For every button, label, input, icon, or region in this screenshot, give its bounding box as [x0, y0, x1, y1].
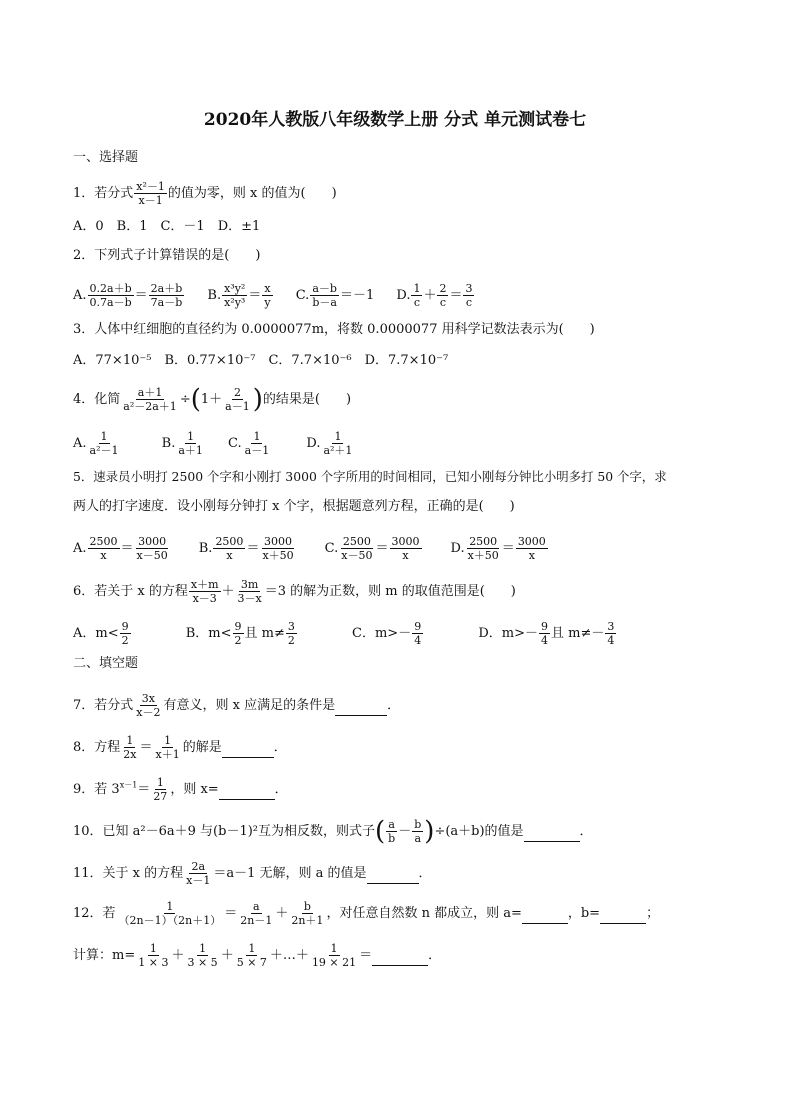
- q11-suffix: ＝a－1 无解，则 a 的值是: [213, 866, 367, 881]
- fraction: [390, 535, 422, 562]
- q7-prefix: 7．若分式: [73, 698, 134, 713]
- question-5-line-1: 5．速录员小明打 2500 个字和小刚打 3000 个字所用的时间相同，已知小刚每分钟比小明多打 50 个字，求: [73, 469, 667, 484]
- numerator: 3000: [517, 535, 546, 548]
- denominator: （2n－1）（2n＋1）: [118, 914, 222, 927]
- q3-options: A．77×10⁻⁵ B．0.77×10⁻⁷ C．7.7×10⁻⁶ D．7.7×10⁻⁷: [73, 353, 449, 368]
- numerator: 2500: [342, 535, 371, 548]
- answer-blank[interactable]: [219, 781, 275, 800]
- fraction: [154, 734, 182, 761]
- denominator: x－1: [138, 194, 163, 207]
- option-label: D.: [396, 288, 411, 303]
- q8-end: ．: [273, 740, 287, 755]
- denominator: x－50: [136, 549, 168, 562]
- numerator: 2: [233, 386, 241, 399]
- option-text: ＝－1: [339, 288, 375, 303]
- numerator: 3000: [138, 535, 167, 548]
- fraction: [463, 282, 474, 309]
- q12-suffix: ，对任意自然数 n 都成立，则 a=: [326, 906, 522, 921]
- numerator: 3m: [240, 578, 259, 591]
- denominator: a: [414, 832, 422, 845]
- option-label: C.: [228, 436, 242, 451]
- fraction: [235, 942, 269, 969]
- fraction: [243, 430, 272, 457]
- denominator: x－50: [341, 549, 373, 562]
- option-text: B．m<: [185, 626, 232, 641]
- question-9: [73, 776, 288, 803]
- denominator: 4: [414, 634, 422, 647]
- fraction: [605, 620, 616, 647]
- fraction: [260, 535, 295, 562]
- q6-option-d: [478, 620, 617, 647]
- option-label: B.: [198, 541, 213, 556]
- section-choice: 一、选择题: [73, 150, 139, 165]
- denominator: a²－1: [89, 444, 119, 457]
- fraction: [176, 430, 205, 457]
- denominator: 0.7a－b: [89, 296, 132, 309]
- q4-option-c: [228, 430, 272, 457]
- q12-mid: ，b=: [567, 906, 601, 921]
- ellipsis: ＋…＋: [269, 948, 309, 963]
- fraction: [286, 620, 297, 647]
- numerator: 9: [234, 620, 242, 633]
- denominator: 27: [153, 790, 168, 803]
- denominator: x: [402, 549, 409, 562]
- numerator: x³y²: [224, 282, 246, 295]
- denominator: 1 × 3: [138, 956, 169, 969]
- fraction: [134, 692, 162, 719]
- question-3: 3．人体中红细胞的直径约为 0.0000077m，将数 0.0000077 用科学记数法表示为( ): [73, 322, 595, 337]
- numerator: 2a＋b: [150, 282, 183, 295]
- question-8: 8．方程 $\frac{1}{2x}$ ＝ $\frac{1}{x+1}$ 的解是 ．: [73, 734, 287, 761]
- denominator: 2: [234, 634, 242, 647]
- denominator: 7a－b: [150, 296, 183, 309]
- option-label: C.: [324, 541, 339, 556]
- denominator: b－a: [312, 296, 337, 309]
- numerator: 3: [287, 620, 295, 633]
- fraction: [236, 578, 264, 605]
- fraction: [88, 282, 134, 309]
- numerator: 1: [126, 734, 134, 747]
- q2-option-c: [296, 282, 375, 309]
- option-label: B.: [161, 436, 176, 451]
- denominator: a²＋1: [323, 444, 353, 457]
- question-4: [73, 386, 351, 413]
- q11-end: ．: [418, 866, 432, 881]
- denominator: x: [100, 549, 107, 562]
- denominator: 5 × 7: [236, 956, 267, 969]
- fraction: [262, 282, 272, 309]
- option-label: D.: [306, 436, 321, 451]
- q5-option: D. $\frac{2500}{x+50}$ ＝ $\frac{3000}{x}$: [450, 535, 546, 562]
- numerator: 3: [607, 620, 615, 633]
- fraction: [516, 535, 548, 562]
- numerator: 0.2a＋b: [89, 282, 132, 295]
- denominator: 4: [607, 634, 615, 647]
- option-label: A.: [73, 541, 87, 556]
- numerator: b: [414, 818, 422, 831]
- q5-option: C. $\frac{2500}{x-50}$ ＝ $\frac{3000}{x}$: [324, 535, 420, 562]
- left-paren: (: [375, 816, 386, 847]
- numerator: b: [303, 900, 311, 913]
- numerator: 9: [541, 620, 548, 633]
- denominator: 4: [541, 634, 548, 647]
- equals-sign: ＝: [137, 782, 151, 797]
- fraction: [120, 620, 131, 647]
- fraction: [289, 900, 325, 927]
- denominator: b: [388, 832, 396, 845]
- answer-blank[interactable]: [367, 865, 419, 884]
- question-7: [73, 692, 400, 719]
- numerator: 1: [156, 776, 164, 789]
- fraction: [117, 900, 224, 927]
- q4-prefix: 4．化简: [73, 392, 121, 407]
- question-2: 2．下列式子计算错误的是( ): [73, 248, 261, 263]
- fraction: [213, 535, 245, 562]
- numerator: 1: [100, 430, 108, 443]
- option-label: D.: [450, 541, 465, 556]
- calc-terms: $\frac{1}{1 \times 3}$ ＋ $\frac{1}{3 \times 5}$ ＋ $\frac{1}{5 \times 7}$: [138, 942, 267, 969]
- numerator: 2: [439, 282, 447, 295]
- fraction: [310, 942, 358, 969]
- answer-blank[interactable]: [335, 697, 387, 716]
- denominator: 2n＋1: [291, 914, 324, 927]
- question-6: 6．若关于 x 的方程 $\frac{x+m}{x-3}$ ＋ $\frac{3m}{3-x}$ ＝3 的解为正数，则 m 的取值范围是( ): [73, 578, 516, 605]
- numerator: 1: [413, 282, 421, 295]
- fraction: [233, 620, 244, 647]
- denominator: a－1: [225, 400, 250, 413]
- numerator: 1: [149, 942, 157, 955]
- q11-prefix: 11．关于 x 的方程: [73, 866, 184, 881]
- q4-option-a: [73, 430, 122, 457]
- q6-suffix: ＝3 的解为正数，则 m 的取值范围是( ): [264, 584, 516, 599]
- q4-option-b: [162, 430, 206, 457]
- q6-option-c: [352, 620, 424, 647]
- numerator: 1: [164, 734, 172, 747]
- question-12: 12．若 $\frac{1}{(2n-1)(2n+1)}$ ＝ $\frac{a}{2n-1}$ ＋ $\frac{b}{2n+1}$ ，对任意自然数 n 都成立，则 a= ，b= ；: [73, 900, 660, 927]
- denominator: c: [465, 296, 473, 309]
- numerator: 3: [465, 282, 473, 295]
- q6-option-b: [186, 620, 298, 647]
- q12-calculation: 计算：m= $\frac{1}{1 \times 3}$ ＋ $\frac{1}{3 \times 5}$ ＋ $\frac{1}{5 \times 7}$ ＋…＋ $\frac{1}{19 \times 21}$ ＝ ．: [73, 942, 442, 969]
- question-10: 10．已知 a²－6a＋9 与(b－1)²互为相反数，则式子( $\frac{a}{b}$ － $\frac{b}{a}$ )÷(a＋b)的值是 ．: [73, 816, 593, 847]
- denominator: y: [264, 296, 271, 309]
- fraction: [412, 620, 423, 647]
- fraction: [539, 620, 550, 647]
- q5-option: B. $\frac{2500}{x}$ ＝ $\frac{3000}{x+50}$: [198, 535, 294, 562]
- fraction: [134, 180, 167, 207]
- option-text: A．m<: [73, 626, 119, 641]
- denominator: x＋50: [262, 549, 294, 562]
- fraction: [412, 818, 423, 845]
- question-1: [73, 180, 337, 207]
- denominator: x²y³: [224, 296, 246, 309]
- left-paren: (: [190, 384, 201, 415]
- section-fill: 二、填空题: [73, 656, 139, 671]
- q12-end: ；: [646, 906, 660, 921]
- answer-blank[interactable]: [372, 947, 428, 966]
- q6-prefix: 6．若关于 x 的方程: [73, 584, 188, 599]
- divide-sign: ÷: [179, 392, 191, 407]
- fraction: [184, 860, 212, 887]
- right-paren: ): [424, 816, 435, 847]
- denominator: 3－x: [237, 592, 262, 605]
- q1-prefix: 1．若分式: [73, 186, 134, 201]
- q1-suffix: 的值为零，则 x 的值为( ): [167, 186, 337, 201]
- denominator: 2n－1: [240, 914, 273, 927]
- numerator: 1: [199, 942, 207, 955]
- answer-blank[interactable]: [524, 823, 580, 842]
- q12-prefix: 12．若: [73, 906, 116, 921]
- numerator: 1: [334, 430, 342, 443]
- q7-end: ．: [387, 698, 401, 713]
- calc-prefix: 计算：m=: [73, 948, 136, 963]
- q9-end: ．: [274, 782, 288, 797]
- denominator: a－1: [244, 444, 270, 457]
- denominator: a²－2a＋1: [123, 400, 177, 413]
- answer-blank-a[interactable]: [522, 905, 568, 924]
- denominator: 2x: [123, 748, 137, 761]
- denominator: x: [226, 549, 233, 562]
- q10-prefix: 10．已知 a²－6a＋9 与(b－1)²互为相反数，则式子: [73, 824, 376, 839]
- numerator: 3x: [141, 692, 155, 705]
- fraction: [238, 900, 274, 927]
- q4-suffix: 的结果是( ): [262, 392, 352, 407]
- fraction: [185, 942, 219, 969]
- fraction: [339, 535, 374, 562]
- q1-options: A．0 B．1 C．－1 D．±1: [73, 219, 261, 234]
- numerator: a: [253, 900, 260, 913]
- numerator: x＋m: [190, 578, 219, 591]
- numerator: 3000: [264, 535, 293, 548]
- numerator: 9: [121, 620, 129, 633]
- numerator: x: [264, 282, 271, 295]
- numerator: a＋1: [137, 386, 163, 399]
- page-title: 2020年人教版八年级数学上册 分式 单元测试卷七: [203, 110, 587, 130]
- denominator: x: [528, 549, 535, 562]
- denominator: a＋1: [178, 444, 203, 457]
- denominator: 3 × 5: [187, 956, 218, 969]
- option-text: D．m>－: [478, 626, 538, 641]
- option-text: C．m>－: [352, 626, 412, 641]
- question-5-line-2: 两人的打字速度．设小刚每分钟打 x 个字，根据题意列方程，正确的是( ): [73, 499, 515, 514]
- numerator: 1: [187, 430, 195, 443]
- right-paren: ): [252, 384, 263, 415]
- fraction: [411, 282, 422, 309]
- option-label: A.: [73, 288, 87, 303]
- denominator: x－3: [192, 592, 217, 605]
- denominator: x＋50: [467, 549, 499, 562]
- q6-option-a: [73, 620, 132, 647]
- option-label: C.: [295, 288, 310, 303]
- numerator: 1: [166, 900, 174, 913]
- q4-option-d: [306, 430, 355, 457]
- denominator: x＋1: [155, 748, 180, 761]
- numerator: 2500: [89, 535, 118, 548]
- answer-blank[interactable]: [222, 739, 274, 758]
- denominator: x－1: [186, 874, 211, 887]
- q2-option-b: B. $\frac{\text{x³y²}}{\text{x²y³}}$ ＝ $\frac{x}{y}$: [207, 282, 271, 309]
- fraction: [149, 282, 185, 309]
- numerator: 1: [330, 942, 338, 955]
- q6-options: [73, 620, 635, 647]
- q2-option-d: D. $\frac{1}{c}$ ＋ $\frac{2}{c}$ ＝ $\frac{3}{c}$: [396, 282, 473, 309]
- fraction: [136, 942, 170, 969]
- q8-suffix: 的解是: [182, 740, 222, 755]
- option-text: 且 m≠－: [551, 626, 605, 641]
- fraction: [222, 282, 247, 309]
- fraction: [223, 386, 252, 413]
- numerator: 9: [414, 620, 422, 633]
- denominator: 19 × 21: [311, 956, 357, 969]
- numerator: 3000: [391, 535, 420, 548]
- fraction: [189, 578, 221, 605]
- q2-option-a: A. $\frac{0.2a+b}{0.7a-b}$ ＝ $\frac{2a+b}{7a-b}$: [73, 282, 183, 309]
- fraction: [121, 734, 138, 761]
- q4-options: [73, 430, 373, 457]
- q9-prefix: 9．若 3: [73, 782, 120, 797]
- q7-suffix: 有意义，则 x 应满足的条件是: [163, 698, 336, 713]
- q10-suffix: ÷(a＋b)的值是: [434, 824, 524, 839]
- numerator: 2500: [215, 535, 244, 548]
- q5-options: [73, 535, 577, 562]
- numerator: 2a: [191, 860, 206, 873]
- fraction: [386, 818, 397, 845]
- numerator: 1: [248, 942, 256, 955]
- q2-options: [73, 282, 493, 309]
- denominator: x－2: [136, 706, 161, 719]
- denominator: c: [439, 296, 447, 309]
- option-label: B.: [207, 288, 222, 303]
- fraction: [437, 282, 448, 309]
- q8-prefix: 8．方程: [73, 740, 121, 755]
- numerator: 2500: [469, 535, 498, 548]
- q9-suffix: ，则 x=: [170, 782, 219, 797]
- question-11: [73, 860, 432, 887]
- fraction: [121, 386, 179, 413]
- numerator: a: [388, 818, 395, 831]
- q4-term: 1＋: [200, 392, 223, 407]
- answer-blank-b[interactable]: [600, 905, 646, 924]
- fraction: [88, 535, 120, 562]
- option-text: 且 m≠: [244, 626, 285, 641]
- q10-end: ．: [579, 824, 593, 839]
- fraction: [135, 535, 170, 562]
- option-label: A.: [73, 436, 87, 451]
- calc-end: ．: [428, 948, 442, 963]
- fraction: [321, 430, 354, 457]
- numerator: 1: [253, 430, 261, 443]
- fraction: [88, 430, 121, 457]
- numerator: x²－1: [136, 180, 165, 193]
- numerator: a－b: [312, 282, 337, 295]
- exponent: x－1: [119, 780, 138, 790]
- q5-option: A. $\frac{2500}{x}$ ＝ $\frac{3000}{x-50}$: [73, 535, 168, 562]
- denominator: c: [413, 296, 421, 309]
- denominator: 2: [121, 634, 129, 647]
- fraction: [466, 535, 501, 562]
- fraction: [310, 282, 339, 309]
- denominator: 2: [287, 634, 295, 647]
- fraction: [151, 776, 169, 803]
